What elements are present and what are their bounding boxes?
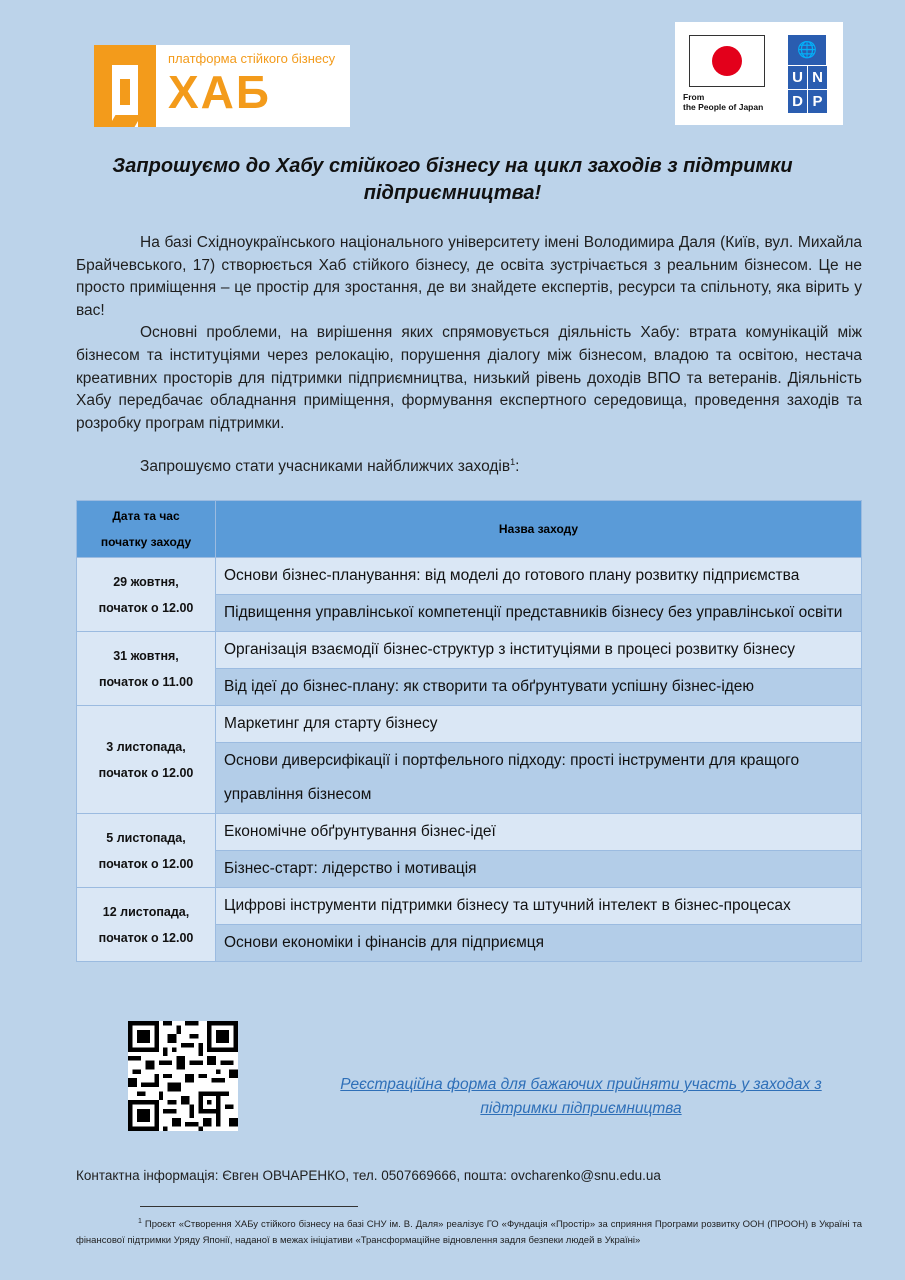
event-name: Основи диверсифікації і портфельного підходу: прості інструменти для кращого управління бізнесом <box>216 743 862 814</box>
event-name: Організація взаємодії бізнес-структур з інституціями в процесі розвитку бізнесу <box>216 632 862 669</box>
event-name: Цифрові інструменти підтримки бізнесу та штучний інтелект в бізнес-процесах <box>216 888 862 925</box>
japan-caption: From the People of Japan <box>683 92 764 112</box>
date-cell: 3 листопада, початок о 12.00 <box>77 706 216 814</box>
hub-logo <box>94 45 350 127</box>
hub-logo-mark-icon <box>94 45 156 127</box>
event-name: Основи економіки і фінансів для підприємця <box>216 925 862 962</box>
event-name: Підвищення управлінської компетенції представників бізнесу без управлінської освіти <box>216 595 862 632</box>
event-name: Економічне обґрунтування бізнес-ідеї <box>216 814 862 851</box>
undp-logo <box>788 35 826 112</box>
footnote-ref[interactable]: 1 <box>510 457 516 467</box>
footnote: $^1$ Проєкт «Створення ХАБу стійкого бізнесу на базі СНУ ім. В. Даля» реалізує ГО «Фундація «Простір» за сприяння Програми розвитку ООН (ПРООН) в Україні та фінансової підтримки Уряду Японії, наданої в межах ініціативи «Трансформаційне відновлення задля безпеки людей в Україні» <box>76 1218 862 1247</box>
partner-logo <box>675 22 843 125</box>
hub-name: ХАБ <box>168 66 271 118</box>
header-event: Назва заходу <box>216 501 862 558</box>
header-date: Дата та час початку заходу <box>77 501 216 558</box>
footnote-divider <box>140 1206 358 1207</box>
hub-tagline: платформа стійкого бізнесу <box>168 51 336 66</box>
registration-form-link[interactable]: Реєстраційна форма для бажаючих прийняти участь у заходах з підтримки підприємництва <box>340 1076 822 1117</box>
intro-text <box>76 232 862 435</box>
undp-letter: U <box>788 66 807 89</box>
intro-paragraph: На базі Східноукраїнського національного університету імені Володимира Даля (Київ, вул. Михайла Брайчевського, 17) створюється Хаб стійкого бізнесу, де освіта зустрічається з реальним бізнесом. Це не просто приміщення – це простір для зростання, де ви знайдете експертів, ресурси та спільноту, яка вірить у вас! <box>76 234 862 319</box>
events-table <box>76 500 862 962</box>
undp-letter: D <box>788 90 807 113</box>
undp-letter: N <box>808 66 827 89</box>
event-name: Основи бізнес-планування: від моделі до готового плану розвитку підприємства <box>216 558 862 595</box>
table-row <box>77 706 862 743</box>
date-cell: 29 жовтня, початок о 12.00 <box>77 558 216 632</box>
event-name: Маркетинг для старту бізнесу <box>216 706 862 743</box>
page-title: Запрошуємо до Хабу стійкого бізнесу на цикл заходів з підтримки підприємництва! <box>112 155 793 204</box>
un-emblem-icon: 🌐 <box>788 35 826 65</box>
footnote-mark: 1 <box>138 1218 142 1225</box>
table-row <box>77 888 862 925</box>
invite-line: Запрошуємо стати учасниками найближчих заходів$^1$: <box>140 457 520 476</box>
event-name: Від ідеї до бізнес-плану: як створити та обґрунтувати успішну бізнес-ідею <box>216 669 862 706</box>
date-cell: 5 листопада, початок о 12.00 <box>77 814 216 888</box>
date-cell: 31 жовтня, початок о 11.00 <box>77 632 216 706</box>
date-cell: 12 листопада, початок о 12.00 <box>77 888 216 962</box>
intro-paragraph: Основні проблеми, на вирішення яких спрямовується діяльність Хабу: втрата комунікацій між бізнесом та інституціями через релокацію, порушення діалогу між бізнесом, владою та освітою, нестача креативних просторів для підтримки підприємництва, низький рівень доходів ВПО та ветеранів. Діяльність Хабу передбачає обладнання приміщення, формування експертного середовища, проведення заходів та розробку програм підтримки. <box>76 324 862 432</box>
undp-letter: P <box>808 90 827 113</box>
table-row <box>77 632 862 669</box>
contact-info: Контактна інформація: Євген ОВЧАРЕНКО, тел. 0507669666, пошта: ovcharenko@snu.edu.ua <box>76 1168 661 1183</box>
table-row <box>77 558 862 595</box>
table-row <box>77 814 862 851</box>
event-name: Бізнес-старт: лідерство і мотивація <box>216 851 862 888</box>
qr-code-icon[interactable] <box>128 1021 238 1131</box>
table-header-row <box>77 501 862 558</box>
japan-flag-icon <box>689 35 765 87</box>
